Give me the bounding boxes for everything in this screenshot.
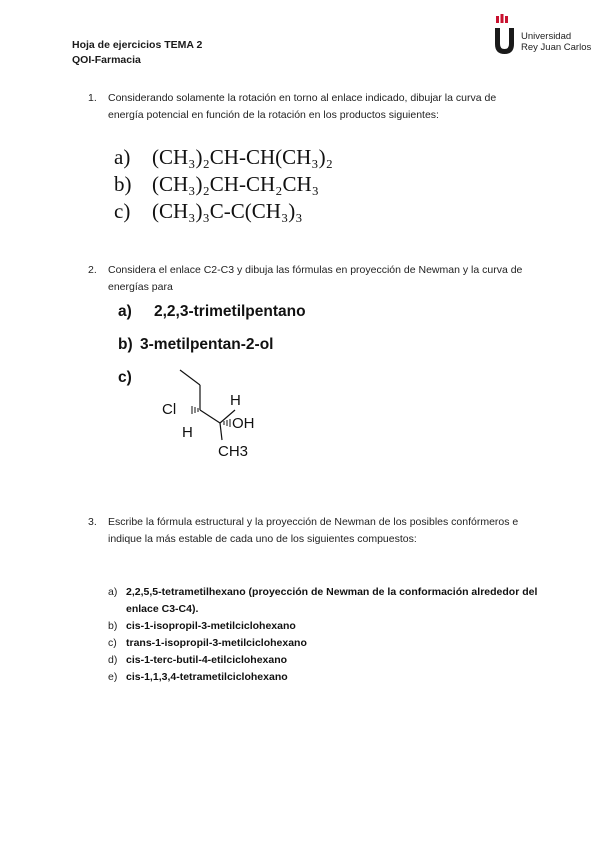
q2-item-a xyxy=(118,303,306,321)
q3-item-b xyxy=(108,618,538,635)
question-3 xyxy=(88,514,533,548)
question-text: Considera el enlace C2-C3 y dibuja las fórmulas en proyección de Newman y la curva de energías para xyxy=(108,264,523,293)
compound-name: 2,2,5,5-tetrametilhexano (proyección de Newman de la conformación alrededor del enlace C3-C4). xyxy=(126,586,538,615)
item-label: c) xyxy=(108,637,117,649)
q1-formula-list xyxy=(114,144,333,225)
bond-line xyxy=(180,370,200,385)
question-number: 2. xyxy=(88,264,97,276)
logo-text-line2: Rey Juan Carlos xyxy=(521,42,592,53)
h-label: H xyxy=(230,392,241,409)
item-label: a) xyxy=(118,303,132,320)
item-label: b) xyxy=(108,620,118,632)
q3-item-c xyxy=(108,635,538,652)
oh-label: OH xyxy=(232,415,255,432)
hashed-wedge-cl xyxy=(192,406,198,414)
formula-row xyxy=(114,171,333,198)
compound-name: cis-1-isopropil-3-metilciclohexano xyxy=(126,620,296,632)
compound-name: trans-1-isopropil-3-metilciclohexano xyxy=(126,637,307,649)
logo-text-line1: Universidad xyxy=(521,31,572,42)
formula-text: (CH₃)₃C-C(CH₃)₃ xyxy=(152,199,303,223)
logo-wordmark xyxy=(521,31,591,53)
header-title: Hoja de ejercicios TEMA 2 xyxy=(72,39,203,51)
item-label: b) xyxy=(114,172,132,196)
q3-item-e xyxy=(108,669,538,686)
item-label: a) xyxy=(114,145,131,169)
header-subtitle: QOI-Farmacia xyxy=(72,54,141,66)
formula-text: (CH₃)₂CH-CH₂CH₃ xyxy=(152,172,319,196)
item-label: b) xyxy=(118,336,133,353)
question-text: Considerando solamente la rotación en torno al enlace indicado, dibujar la curva de energía potencial en función de la rotación en los productos siguientes: xyxy=(108,92,497,121)
document-header xyxy=(72,38,202,68)
item-label: c) xyxy=(118,369,132,386)
question-2 xyxy=(88,262,533,296)
q3-item-d xyxy=(108,652,538,669)
bond-line xyxy=(200,410,220,423)
formula-row xyxy=(114,198,333,225)
item-label: a) xyxy=(108,586,118,598)
molecule-structure xyxy=(150,365,280,465)
compound-name: 2,2,3-trimetilpentano xyxy=(154,303,306,320)
compound-name: cis-1,1,3,4-tetrametilciclohexano xyxy=(126,671,288,683)
hashed-wedge-oh xyxy=(224,419,230,427)
compound-name: 3-metilpentan-2-ol xyxy=(140,336,274,353)
question-number: 1. xyxy=(88,92,97,104)
question-number: 3. xyxy=(88,516,97,528)
bond-line xyxy=(220,423,222,440)
question-1 xyxy=(88,90,533,124)
logo-u-icon xyxy=(493,14,517,54)
item-label: d) xyxy=(108,654,118,666)
item-label: c) xyxy=(114,199,131,223)
q3-item-a xyxy=(108,584,538,618)
compound-name: cis-1-terc-butil-4-etilciclohexano xyxy=(126,654,288,666)
q2-item-b xyxy=(118,336,273,354)
h-label: H xyxy=(182,424,193,441)
formula-row xyxy=(114,144,333,171)
q2-item-c xyxy=(118,369,154,387)
question-text: Escribe la fórmula estructural y la proyección de Newman de los posibles confórmeros e indique la más estable de cada uno de los siguientes compuestos: xyxy=(108,516,519,545)
item-label: e) xyxy=(108,671,118,683)
formula-text: (CH₃)₂CH-CH(CH₃)₂ xyxy=(152,145,333,169)
cl-label: Cl xyxy=(162,401,177,418)
university-logo xyxy=(493,14,593,58)
ch3-label: CH3 xyxy=(218,443,249,460)
